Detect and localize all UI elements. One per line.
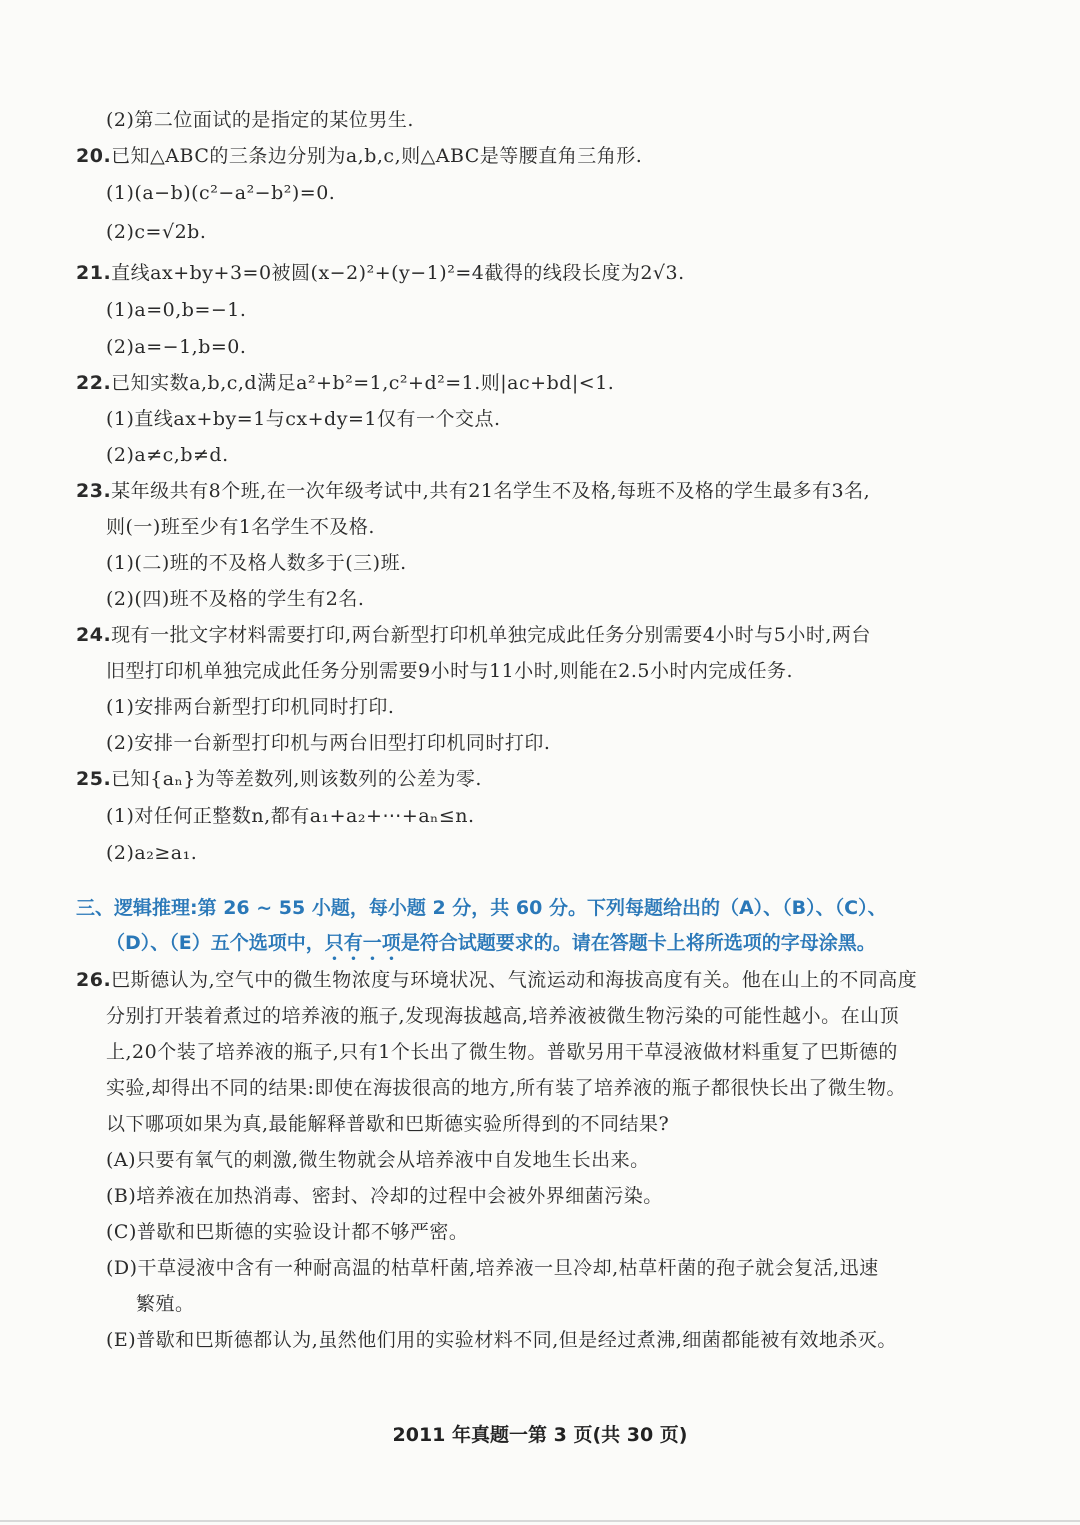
text-line: (2)第二位面试的是指定的某位男生. bbox=[106, 109, 414, 131]
question-stem: 已知△ABC的三条边分别为a,b,c,则△ABC是等腰直角三角形. bbox=[111, 145, 643, 167]
question-number: 26. bbox=[76, 969, 112, 991]
condition-2: (2)(四)班不及格的学生有2名. bbox=[106, 588, 365, 610]
emphasis-text: 只有一项 bbox=[324, 932, 401, 954]
question-number: 21. bbox=[76, 262, 112, 284]
question-23 bbox=[76, 479, 870, 503]
condition-1: (1)直线ax+by=1与cx+dy=1仅有一个交点. bbox=[106, 408, 501, 430]
question-25 bbox=[76, 767, 482, 791]
question-stem-cont: 上,20个装了培养液的瓶子,只有1个长出了微生物。普歇另用干草浸液做材料重复了巴斯德的 bbox=[106, 1041, 898, 1063]
condition-1: (1)对任何正整数n,都有a₁+a₂+⋯+aₙ≤n. bbox=[106, 805, 475, 827]
section-text: 是符合试题要求的。请在答题卡上将所选项的字母涂黑。 bbox=[400, 932, 876, 954]
condition-2: (2)c=√2b. bbox=[106, 221, 207, 243]
question-stem-cont: 则(一)班至少有1名学生不及格. bbox=[106, 516, 375, 538]
condition-2: (2)a=−1,b=0. bbox=[106, 336, 247, 358]
condition-1: (1)a=0,b=−1. bbox=[106, 299, 247, 321]
question-number: 24. bbox=[76, 624, 112, 646]
scan-edge-divider bbox=[0, 1520, 1080, 1522]
option-e: (E)普歇和巴斯德都认为,虽然他们用的实验材料不同,但是经过煮沸,细菌都能被有效地杀灭。 bbox=[106, 1329, 897, 1351]
question-stem: 巴斯德认为,空气中的微生物浓度与环境状况、气流运动和海拔高度有关。他在山上的不同高度 bbox=[111, 969, 918, 991]
question-stem: 某年级共有8个班,在一次年级考试中,共有21名学生不及格,每班不及格的学生最多有3名, bbox=[111, 480, 871, 502]
option-c: (C)普歇和巴斯德的实验设计都不够严密。 bbox=[106, 1221, 469, 1243]
question-stem-cont: 分别打开装着煮过的培养液的瓶子,发现海拔越高,培养液被微生物污染的可能性越小。在山顶 bbox=[106, 1005, 900, 1027]
condition-1: (1)(二)班的不及格人数多于(三)班. bbox=[106, 552, 407, 574]
section-heading: 三、逻辑推理:第 26 ~ 55 小题，每小题 2 分，共 60 分。下列每题给出的（A）、（B）、（C）、 bbox=[76, 897, 887, 919]
question-number: 25. bbox=[76, 768, 112, 790]
question-stem: 已知{aₙ}为等差数列,则该数列的公差为零. bbox=[111, 768, 482, 790]
question-stem-cont: 实验,却得出不同的结果:即使在海拔很高的地方,所有装了培养液的瓶子都很快长出了微生物。 bbox=[106, 1077, 906, 1099]
question-20 bbox=[76, 144, 642, 168]
question-number: 22. bbox=[76, 372, 112, 394]
question-stem: 已知实数a,b,c,d满足a²+b²=1,c²+d²=1.则|ac+bd|<1. bbox=[111, 372, 615, 394]
option-b: (B)培养液在加热消毒、密封、冷却的过程中会被外界细菌污染。 bbox=[106, 1185, 663, 1207]
condition-2: (2)a₂≥a₁. bbox=[106, 842, 198, 864]
option-d-cont: 繁殖。 bbox=[136, 1293, 195, 1315]
question-24 bbox=[76, 623, 871, 647]
question-stem: 现有一批文字材料需要打印,两台新型打印机单独完成此任务分别需要4小时与5小时,两台 bbox=[111, 624, 871, 646]
condition-2: (2)a≠c,b≠d. bbox=[106, 444, 229, 466]
question-21 bbox=[76, 261, 685, 285]
question-26 bbox=[76, 968, 917, 992]
question-stem-cont: 旧型打印机单独完成此任务分别需要9小时与11小时,则能在2.5小时内完成任务. bbox=[106, 660, 794, 682]
option-d: (D)干草浸液中含有一种耐高温的枯草杆菌,培养液一旦冷却,枯草杆菌的孢子就会复活,迅速 bbox=[106, 1257, 879, 1279]
page-footer: 2011 年真题一第 3 页(共 30 页) bbox=[392, 1424, 688, 1446]
question-number: 23. bbox=[76, 480, 112, 502]
section-heading-cont bbox=[106, 930, 876, 965]
question-22 bbox=[76, 371, 614, 395]
condition-2: (2)安排一台新型打印机与两台旧型打印机同时打印. bbox=[106, 732, 551, 754]
condition-1: (1)安排两台新型打印机同时打印. bbox=[106, 696, 395, 718]
question-stem-cont: 以下哪项如果为真,最能解释普歇和巴斯德实验所得到的不同结果? bbox=[106, 1113, 670, 1135]
question-number: 20. bbox=[76, 145, 112, 167]
question-stem: 直线ax+by+3=0被圆(x−2)²+(y−1)²=4截得的线段长度为2√3. bbox=[111, 262, 685, 284]
section-text: （D）、（E）五个选项中， bbox=[106, 932, 325, 954]
option-a: (A)只要有氧气的刺激,微生物就会从培养液中自发地生长出来。 bbox=[106, 1149, 650, 1171]
condition-1: (1)(a−b)(c²−a²−b²)=0. bbox=[106, 182, 336, 204]
